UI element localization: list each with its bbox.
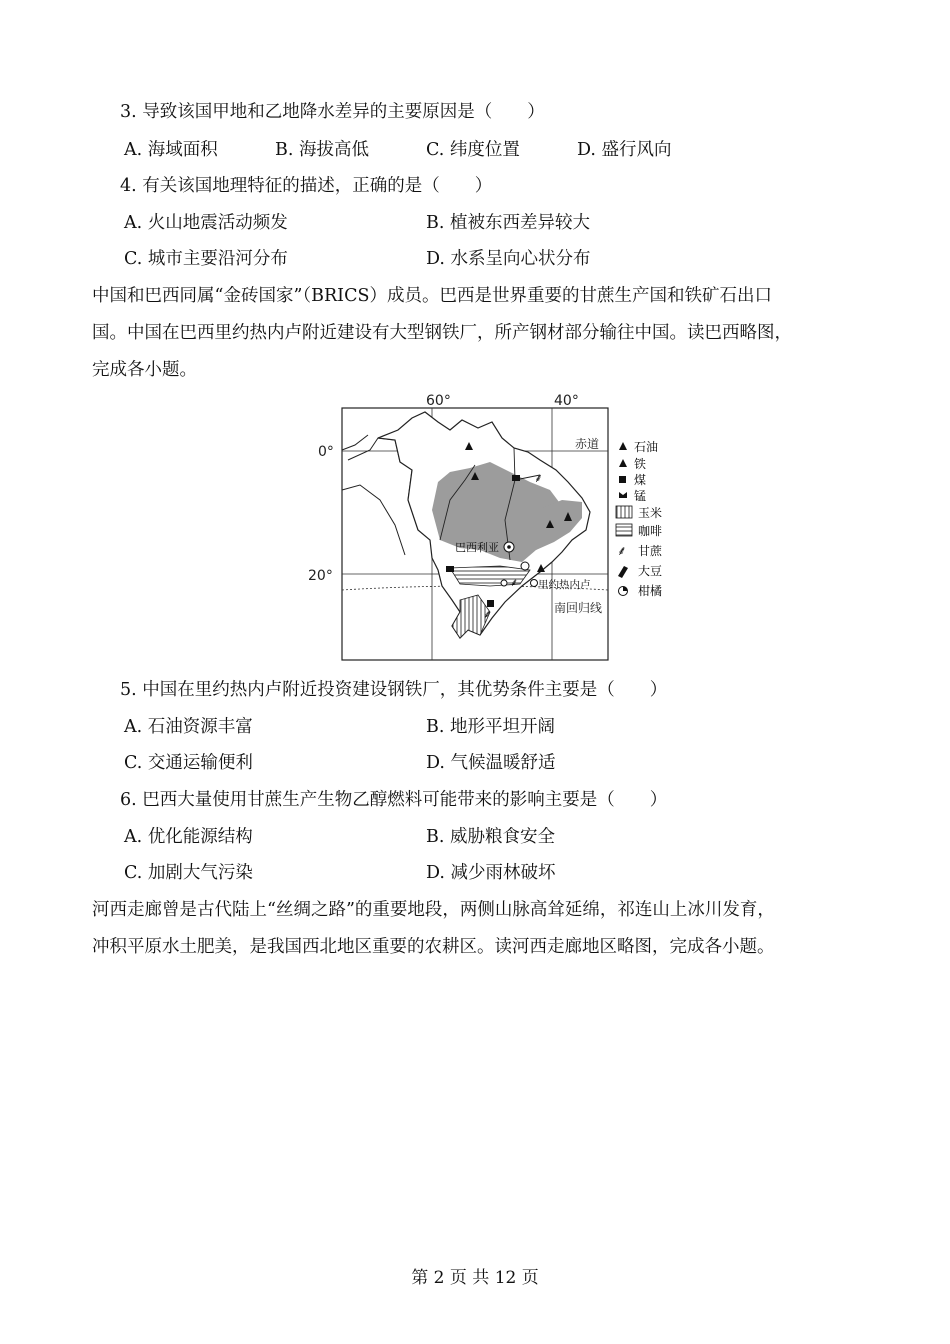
- legend-corn-icon: [616, 506, 632, 518]
- manganese-symbol: [512, 475, 520, 481]
- legend-sugarcane: 甘蔗: [638, 544, 663, 558]
- question-6-stem: 6. 巴西大量使用甘蔗生产生物乙醇燃料可能带来的影响主要是（ ）: [120, 790, 668, 810]
- lon-label-60: 60°: [426, 393, 451, 409]
- citrus-symbol: [521, 562, 529, 570]
- lat-label-20: 20°: [308, 568, 333, 584]
- coal-symbol: [487, 600, 494, 607]
- brazil-intro-line-2: 国。中国在巴西里约热内卢附近建设有大型钢铁厂，所产钢材部分输往中国。读巴西略图，: [92, 323, 792, 343]
- legend-coffee: 咖啡: [638, 524, 663, 538]
- q6-option-c: C. 加剧大气污染: [124, 863, 253, 883]
- legend-oil-icon: [619, 442, 627, 450]
- sugarcane-symbol: ⸙: [510, 576, 519, 589]
- sugarcane-symbol: ⸙: [483, 608, 492, 621]
- brazil-map: [300, 390, 680, 665]
- legend-oil: 石油: [634, 440, 659, 454]
- legend-soybean-icon: [618, 566, 628, 578]
- q5-option-a: A. 石油资源丰富: [124, 717, 253, 737]
- legend-coffee-icon: [616, 524, 632, 536]
- legend-citrus: 柑橘: [638, 584, 663, 598]
- q4-option-c: C. 城市主要沿河分布: [124, 249, 288, 269]
- question-5-stem: 5. 中国在里约热内卢附近投资建设钢铁厂，其优势条件主要是（ ）: [120, 680, 668, 700]
- manganese-symbol: [446, 566, 454, 572]
- capital-marker-dot: [507, 545, 511, 549]
- citrus-symbol: [501, 580, 507, 586]
- legend-iron: 铁: [634, 457, 647, 471]
- rio-label: 里约热内卢: [538, 579, 591, 591]
- legend-citrus-icon-fill: [623, 587, 628, 592]
- equator-label: 赤道: [575, 437, 600, 451]
- hexi-intro-line-2: 冲积平原水土肥美，是我国西北地区重要的农耕区。读河西走廊地区略图，完成各小题。: [92, 937, 775, 957]
- q4-option-a: A. 火山地震活动频发: [124, 213, 288, 233]
- q4-option-b: B. 植被东西差异较大: [426, 213, 590, 233]
- legend-sugarcane-icon: ⸙: [617, 544, 627, 559]
- legend-manganese: 锰: [634, 489, 647, 503]
- tropic-label: 南回归线: [554, 601, 603, 615]
- q3-option-d: D. 盛行风向: [577, 140, 672, 160]
- rio-marker: [531, 580, 538, 587]
- q5-option-c: C. 交通运输便利: [124, 753, 253, 773]
- legend-iron-icon: [619, 459, 627, 467]
- q5-option-b: B. 地形平坦开阔: [426, 717, 555, 737]
- q3-option-c: C. 纬度位置: [426, 140, 520, 160]
- q3-option-a: A. 海域面积: [124, 140, 218, 160]
- question-4-stem: 4. 有关该国地理特征的描述，正确的是（ ）: [120, 176, 493, 196]
- legend-manganese-icon: [619, 492, 627, 498]
- capital-label: 巴西利亚: [455, 541, 499, 554]
- question-3-stem: 3. 导致该国甲地和乙地降水差异的主要原因是（ ）: [120, 102, 545, 122]
- map-legend: [616, 439, 663, 598]
- legend-soybean: 大豆: [638, 564, 663, 578]
- legend-coal-icon: [619, 476, 626, 483]
- page-footer: 第 2 页 共 12 页: [411, 1268, 539, 1288]
- hexi-intro-line-1: 河西走廊曾是古代陆上“丝绸之路”的重要地段，两侧山脉高耸延绵，祁连山上冰川发育，: [92, 900, 775, 920]
- lat-label-0: 0°: [318, 444, 334, 460]
- brazil-intro-line-3: 完成各小题。: [92, 360, 197, 380]
- brazil-intro-line-1: 中国和巴西同属“金砖国家”（BRICS）成员。巴西是世界重要的甘蔗生产国和铁矿石出口: [92, 286, 772, 306]
- q6-option-d: D. 减少雨林破坏: [426, 863, 556, 883]
- legend-corn: 玉米: [638, 506, 663, 520]
- q6-option-a: A. 优化能源结构: [124, 827, 253, 847]
- legend-coal: 煤: [634, 473, 647, 487]
- q5-option-d: D. 气候温暖舒适: [426, 753, 556, 773]
- q4-option-d: D. 水系呈向心状分布: [426, 249, 591, 269]
- sugarcane-symbol: ⸙: [534, 471, 544, 485]
- q3-option-b: B. 海拔高低: [275, 140, 369, 160]
- lon-label-40: 40°: [554, 393, 579, 409]
- q6-option-b: B. 威胁粮食安全: [426, 827, 555, 847]
